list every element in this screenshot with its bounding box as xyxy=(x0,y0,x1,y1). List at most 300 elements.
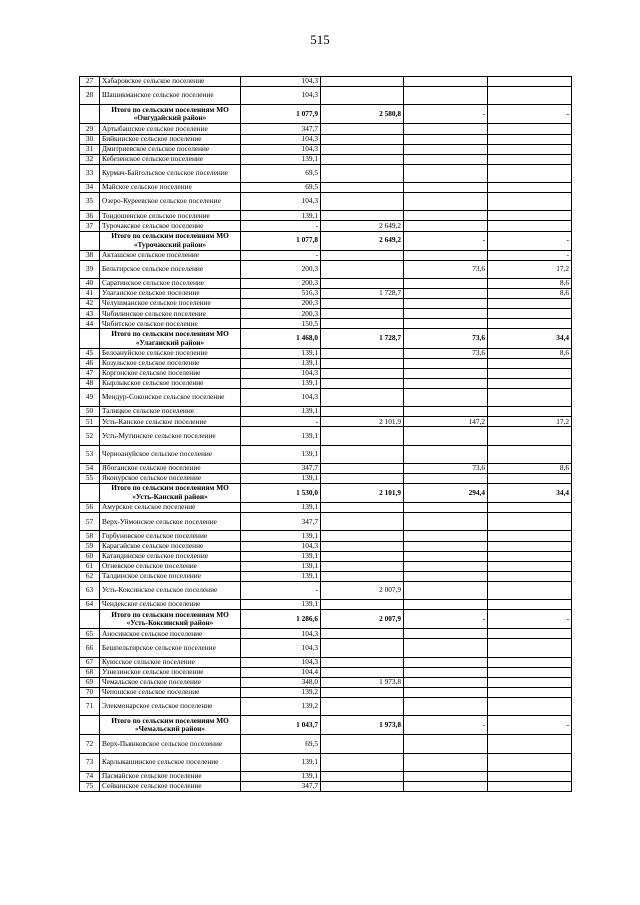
column-1-value-cell: 1 286,6 xyxy=(241,610,321,629)
column-1-value-cell: 1 043,7 xyxy=(241,716,321,735)
column-3-value-cell xyxy=(404,407,488,417)
settlement-name-cell: Чибитское сельское поселение xyxy=(100,319,241,329)
column-1-value-cell: 104,3 xyxy=(241,639,321,657)
column-4-value-cell: - xyxy=(488,610,572,629)
column-2-value-cell: 1 728,7 xyxy=(321,329,404,348)
row-number-cell xyxy=(80,716,100,735)
row-number-cell: 44 xyxy=(80,319,100,329)
column-2-value-cell xyxy=(321,278,404,288)
settlement-name-cell: Озеро-Куреевское сельское поселение xyxy=(100,193,241,211)
table-row xyxy=(80,389,572,407)
table-row xyxy=(80,781,572,791)
settlement-name-cell: Пасмайское сельское поселение xyxy=(100,771,241,781)
column-2-value-cell xyxy=(321,183,404,193)
column-3-value-cell xyxy=(404,144,488,154)
column-1-value-cell: - xyxy=(241,250,321,260)
settlement-name-cell: Ябоганское сельское поселение xyxy=(100,463,241,473)
row-number-cell: 40 xyxy=(80,278,100,288)
table-row xyxy=(80,164,572,182)
row-number-cell: 72 xyxy=(80,735,100,753)
column-4-value-cell: 34,4 xyxy=(488,483,572,502)
column-3-value-cell xyxy=(404,541,488,551)
table-row xyxy=(80,551,572,561)
settlement-name-cell: Хабаровское сельское поселение xyxy=(100,77,241,87)
column-2-value-cell xyxy=(321,667,404,677)
column-2-value-cell: 1 728,7 xyxy=(321,289,404,299)
settlement-name-cell: Талицкое сельское поселение xyxy=(100,407,241,417)
allocation-table xyxy=(79,76,572,792)
column-4-value-cell xyxy=(488,541,572,551)
table-body xyxy=(80,77,572,792)
table-row xyxy=(80,378,572,388)
column-2-value-cell: 2 007,9 xyxy=(321,581,404,599)
column-2-value-cell xyxy=(321,445,404,463)
column-1-value-cell: 69,5 xyxy=(241,164,321,182)
column-1-value-cell: 104,3 xyxy=(241,541,321,551)
column-2-value-cell xyxy=(321,571,404,581)
settlement-name-cell: Мендур-Соконское сельское поселение xyxy=(100,389,241,407)
column-4-value-cell xyxy=(488,378,572,388)
row-number-cell: 30 xyxy=(80,134,100,144)
row-number-cell: 32 xyxy=(80,154,100,164)
column-4-value-cell xyxy=(488,154,572,164)
column-1-value-cell: 104,3 xyxy=(241,629,321,639)
row-number-cell: 63 xyxy=(80,581,100,599)
table-row xyxy=(80,221,572,231)
row-number-cell: 55 xyxy=(80,473,100,483)
column-3-value-cell xyxy=(404,551,488,561)
column-2-value-cell xyxy=(321,600,404,610)
table-row xyxy=(80,193,572,211)
column-1-value-cell: 104,3 xyxy=(241,389,321,407)
settlement-name-cell: Итого по сельским поселениям МО «Турочакский район» xyxy=(100,231,241,250)
column-2-value-cell xyxy=(321,211,404,221)
column-2-value-cell xyxy=(321,134,404,144)
total-row xyxy=(80,483,572,502)
row-number-cell: 64 xyxy=(80,600,100,610)
column-4-value-cell: 8,6 xyxy=(488,463,572,473)
column-4-value-cell xyxy=(488,657,572,667)
column-4-value-cell xyxy=(488,427,572,445)
table-row xyxy=(80,348,572,358)
column-3-value-cell xyxy=(404,677,488,687)
row-number-cell: 66 xyxy=(80,639,100,657)
column-3-value-cell xyxy=(404,735,488,753)
settlement-name-cell: Черноануйское сельское поселение xyxy=(100,445,241,463)
settlement-name-cell: Амурское сельское поселение xyxy=(100,503,241,513)
column-3-value-cell xyxy=(404,581,488,599)
table-row xyxy=(80,144,572,154)
settlement-name-cell: Коргонское сельское поселение xyxy=(100,368,241,378)
column-2-value-cell: 2 101,9 xyxy=(321,483,404,502)
settlement-name-cell: Акташское сельское поселение xyxy=(100,250,241,260)
table-row xyxy=(80,571,572,581)
column-1-value-cell: 1 468,0 xyxy=(241,329,321,348)
column-2-value-cell: 2 649,2 xyxy=(321,231,404,250)
column-2-value-cell xyxy=(321,541,404,551)
row-number-cell: 54 xyxy=(80,463,100,473)
column-4-value-cell xyxy=(488,698,572,716)
table-row xyxy=(80,183,572,193)
column-4-value-cell xyxy=(488,389,572,407)
column-4-value-cell xyxy=(488,639,572,657)
table-row xyxy=(80,407,572,417)
settlement-name-cell: Тондошенское сельское поселение xyxy=(100,211,241,221)
column-2-value-cell xyxy=(321,144,404,154)
column-1-value-cell: - xyxy=(241,581,321,599)
column-2-value-cell xyxy=(321,319,404,329)
table-row xyxy=(80,639,572,657)
column-3-value-cell xyxy=(404,781,488,791)
row-number-cell: 59 xyxy=(80,541,100,551)
column-3-value-cell xyxy=(404,600,488,610)
settlement-name-cell: Карлыкашинское сельское поселение xyxy=(100,753,241,771)
settlement-name-cell: Саратинское сельское поселение xyxy=(100,278,241,288)
column-1-value-cell: 139,1 xyxy=(241,154,321,164)
column-3-value-cell xyxy=(404,183,488,193)
settlement-name-cell: Узнезинское сельское поселение xyxy=(100,667,241,677)
column-2-value-cell: 2 101,9 xyxy=(321,417,404,427)
total-row xyxy=(80,105,572,124)
column-3-value-cell xyxy=(404,639,488,657)
column-4-value-cell: 8,6 xyxy=(488,348,572,358)
column-4-value-cell xyxy=(488,193,572,211)
column-3-value-cell xyxy=(404,250,488,260)
row-number-cell: 61 xyxy=(80,561,100,571)
column-1-value-cell: 139,1 xyxy=(241,445,321,463)
column-4-value-cell xyxy=(488,551,572,561)
row-number-cell: 34 xyxy=(80,183,100,193)
row-number-cell: 60 xyxy=(80,551,100,561)
column-1-value-cell: 104,4 xyxy=(241,667,321,677)
column-2-value-cell xyxy=(321,657,404,667)
column-3-value-cell xyxy=(404,368,488,378)
settlement-name-cell: Талдинское сельское поселение xyxy=(100,571,241,581)
table-row xyxy=(80,250,572,260)
column-4-value-cell xyxy=(488,77,572,87)
column-3-value-cell xyxy=(404,561,488,571)
column-3-value-cell xyxy=(404,299,488,309)
column-4-value-cell xyxy=(488,581,572,599)
row-number-cell: 49 xyxy=(80,389,100,407)
column-2-value-cell: 1 973,8 xyxy=(321,677,404,687)
column-1-value-cell: 150,5 xyxy=(241,319,321,329)
column-2-value-cell xyxy=(321,771,404,781)
row-number-cell: 41 xyxy=(80,289,100,299)
table-row xyxy=(80,677,572,687)
column-1-value-cell: 139,2 xyxy=(241,698,321,716)
table-row xyxy=(80,657,572,667)
column-1-value-cell: 347,7 xyxy=(241,513,321,531)
row-number-cell: 38 xyxy=(80,250,100,260)
column-1-value-cell: 139,1 xyxy=(241,600,321,610)
settlement-name-cell: Итого по сельским поселениям МО «Онгудайский район» xyxy=(100,105,241,124)
row-number-cell: 42 xyxy=(80,299,100,309)
row-number-cell: 35 xyxy=(80,193,100,211)
column-4-value-cell xyxy=(488,503,572,513)
settlement-name-cell: Чепошское сельское поселение xyxy=(100,687,241,697)
column-1-value-cell: 139,1 xyxy=(241,561,321,571)
column-2-value-cell xyxy=(321,629,404,639)
table-row xyxy=(80,753,572,771)
settlement-name-cell: Куюсское сельское поселение xyxy=(100,657,241,667)
table-row xyxy=(80,541,572,551)
row-number-cell: 67 xyxy=(80,657,100,667)
column-4-value-cell xyxy=(488,87,572,105)
row-number-cell: 73 xyxy=(80,753,100,771)
column-2-value-cell xyxy=(321,639,404,657)
row-number-cell: 52 xyxy=(80,427,100,445)
column-1-value-cell: 348,0 xyxy=(241,677,321,687)
column-2-value-cell xyxy=(321,389,404,407)
column-4-value-cell: 17,2 xyxy=(488,260,572,278)
column-2-value-cell xyxy=(321,463,404,473)
column-2-value-cell xyxy=(321,124,404,134)
column-4-value-cell: 8,6 xyxy=(488,289,572,299)
column-3-value-cell xyxy=(404,473,488,483)
column-3-value-cell: 147,2 xyxy=(404,417,488,427)
column-2-value-cell xyxy=(321,358,404,368)
settlement-name-cell: Курмач-Байгольское сельское поселение xyxy=(100,164,241,182)
column-2-value-cell: 2 649,2 xyxy=(321,221,404,231)
column-4-value-cell: 34,4 xyxy=(488,329,572,348)
column-2-value-cell: 2 580,8 xyxy=(321,105,404,124)
column-4-value-cell xyxy=(488,309,572,319)
settlement-name-cell: Сейкинское сельское поселение xyxy=(100,781,241,791)
column-3-value-cell xyxy=(404,503,488,513)
settlement-name-cell: Шашикманское сельское поселение xyxy=(100,87,241,105)
column-2-value-cell xyxy=(321,473,404,483)
column-3-value-cell xyxy=(404,389,488,407)
column-3-value-cell xyxy=(404,77,488,87)
column-4-value-cell xyxy=(488,561,572,571)
settlement-name-cell: Чибилинское сельское поселение xyxy=(100,309,241,319)
column-3-value-cell xyxy=(404,513,488,531)
column-2-value-cell xyxy=(321,561,404,571)
column-3-value-cell xyxy=(404,134,488,144)
table-row xyxy=(80,503,572,513)
column-3-value-cell xyxy=(404,87,488,105)
column-2-value-cell xyxy=(321,77,404,87)
column-2-value-cell xyxy=(321,378,404,388)
column-1-value-cell: 104,3 xyxy=(241,134,321,144)
settlement-name-cell: Огневское сельское поселение xyxy=(100,561,241,571)
total-row xyxy=(80,716,572,735)
column-3-value-cell: 73,6 xyxy=(404,260,488,278)
column-1-value-cell: 139,1 xyxy=(241,503,321,513)
settlement-name-cell: Бийкинское сельское поселение xyxy=(100,134,241,144)
column-2-value-cell xyxy=(321,753,404,771)
column-3-value-cell: - xyxy=(404,716,488,735)
column-4-value-cell xyxy=(488,600,572,610)
row-number-cell: 58 xyxy=(80,531,100,541)
column-1-value-cell: 200,3 xyxy=(241,260,321,278)
settlement-name-cell: Итого по сельским поселениям МО «Чемальский район» xyxy=(100,716,241,735)
column-2-value-cell xyxy=(321,260,404,278)
column-3-value-cell xyxy=(404,531,488,541)
table-row xyxy=(80,771,572,781)
column-4-value-cell: - xyxy=(488,716,572,735)
column-1-value-cell: 1 077,8 xyxy=(241,231,321,250)
total-row xyxy=(80,610,572,629)
column-1-value-cell: 347,7 xyxy=(241,463,321,473)
column-1-value-cell: 104,3 xyxy=(241,193,321,211)
settlement-name-cell: Бешпельтирское сельское поселение xyxy=(100,639,241,657)
column-2-value-cell xyxy=(321,193,404,211)
column-1-value-cell: 1 077,9 xyxy=(241,105,321,124)
row-number-cell: 68 xyxy=(80,667,100,677)
settlement-name-cell: Челушманское сельское поселение xyxy=(100,299,241,309)
settlement-name-cell: Турочакское сельское поселение xyxy=(100,221,241,231)
row-number-cell xyxy=(80,231,100,250)
column-4-value-cell xyxy=(488,144,572,154)
row-number-cell: 48 xyxy=(80,378,100,388)
column-1-value-cell: - xyxy=(241,417,321,427)
column-4-value-cell xyxy=(488,753,572,771)
column-2-value-cell xyxy=(321,698,404,716)
column-4-value-cell: 17,2 xyxy=(488,417,572,427)
settlement-name-cell: Верх-Уймонское сельское поселение xyxy=(100,513,241,531)
column-3-value-cell xyxy=(404,221,488,231)
row-number-cell: 56 xyxy=(80,503,100,513)
column-2-value-cell xyxy=(321,427,404,445)
column-4-value-cell xyxy=(488,473,572,483)
row-number-cell: 70 xyxy=(80,687,100,697)
column-3-value-cell xyxy=(404,193,488,211)
row-number-cell: 46 xyxy=(80,358,100,368)
table-row xyxy=(80,124,572,134)
settlement-name-cell: Артыбашское сельское поселение xyxy=(100,124,241,134)
column-3-value-cell: 73,6 xyxy=(404,348,488,358)
column-4-value-cell xyxy=(488,368,572,378)
row-number-cell: 51 xyxy=(80,417,100,427)
row-number-cell: 71 xyxy=(80,698,100,716)
column-3-value-cell: 294,4 xyxy=(404,483,488,502)
row-number-cell xyxy=(80,329,100,348)
row-number-cell: 29 xyxy=(80,124,100,134)
table-row xyxy=(80,629,572,639)
column-2-value-cell xyxy=(321,309,404,319)
column-1-value-cell: 104,3 xyxy=(241,77,321,87)
column-1-value-cell: - xyxy=(241,221,321,231)
column-1-value-cell: 1 530,0 xyxy=(241,483,321,502)
row-number-cell: 74 xyxy=(80,771,100,781)
column-3-value-cell xyxy=(404,445,488,463)
column-4-value-cell xyxy=(488,183,572,193)
row-number-cell: 39 xyxy=(80,260,100,278)
column-4-value-cell xyxy=(488,771,572,781)
page-number: 515 xyxy=(310,32,330,47)
column-3-value-cell xyxy=(404,358,488,368)
column-2-value-cell xyxy=(321,299,404,309)
settlement-name-cell: Верх-Пьянковское сельское поселение xyxy=(100,735,241,753)
column-2-value-cell xyxy=(321,368,404,378)
column-4-value-cell xyxy=(488,358,572,368)
settlement-name-cell: Чендекское сельское поселение xyxy=(100,600,241,610)
table-row xyxy=(80,134,572,144)
table-row xyxy=(80,278,572,288)
column-2-value-cell xyxy=(321,781,404,791)
row-number-cell: 47 xyxy=(80,368,100,378)
table-row xyxy=(80,260,572,278)
settlement-name-cell: Майское сельское поселение xyxy=(100,183,241,193)
column-4-value-cell xyxy=(488,164,572,182)
column-3-value-cell xyxy=(404,164,488,182)
column-2-value-cell xyxy=(321,503,404,513)
table-row xyxy=(80,600,572,610)
settlement-name-cell: Катандинское сельское поселение xyxy=(100,551,241,561)
column-2-value-cell xyxy=(321,348,404,358)
row-number-cell: 53 xyxy=(80,445,100,463)
table-row xyxy=(80,77,572,87)
column-2-value-cell xyxy=(321,154,404,164)
column-2-value-cell xyxy=(321,687,404,697)
row-number-cell: 43 xyxy=(80,309,100,319)
settlement-name-cell: Усть-Канское сельское поселение xyxy=(100,417,241,427)
column-4-value-cell xyxy=(488,445,572,463)
column-1-value-cell: 139,1 xyxy=(241,348,321,358)
settlement-name-cell: Карагайское сельское поселение xyxy=(100,541,241,551)
row-number-cell xyxy=(80,483,100,502)
column-1-value-cell: 69,5 xyxy=(241,183,321,193)
column-2-value-cell: 2 007,9 xyxy=(321,610,404,629)
column-4-value-cell xyxy=(488,221,572,231)
column-3-value-cell xyxy=(404,687,488,697)
settlement-name-cell: Усть-Мутинское сельское поселение xyxy=(100,427,241,445)
column-2-value-cell xyxy=(321,531,404,541)
column-3-value-cell xyxy=(404,154,488,164)
column-1-value-cell: 516,3 xyxy=(241,289,321,299)
column-1-value-cell: 200,3 xyxy=(241,278,321,288)
settlement-name-cell: Итого по сельским поселениям МО «Улаганский район» xyxy=(100,329,241,348)
settlement-name-cell: Улаганское сельское поселение xyxy=(100,289,241,299)
table-row xyxy=(80,698,572,716)
column-3-value-cell xyxy=(404,629,488,639)
column-3-value-cell xyxy=(404,211,488,221)
column-1-value-cell: 347,7 xyxy=(241,781,321,791)
column-4-value-cell xyxy=(488,513,572,531)
settlement-name-cell: Усть-Коксинское сельское поселение xyxy=(100,581,241,599)
column-3-value-cell: 73,6 xyxy=(404,329,488,348)
table-row xyxy=(80,368,572,378)
settlement-name-cell: Козульское сельское поселение xyxy=(100,358,241,368)
table-row xyxy=(80,87,572,105)
column-3-value-cell xyxy=(404,427,488,445)
column-4-value-cell: - xyxy=(488,105,572,124)
column-4-value-cell xyxy=(488,571,572,581)
row-number-cell: 36 xyxy=(80,211,100,221)
column-2-value-cell xyxy=(321,164,404,182)
column-1-value-cell: 139,1 xyxy=(241,551,321,561)
column-1-value-cell: 104,3 xyxy=(241,87,321,105)
column-3-value-cell xyxy=(404,698,488,716)
column-3-value-cell xyxy=(404,278,488,288)
column-3-value-cell xyxy=(404,667,488,677)
settlement-name-cell: Итого по сельским поселениям МО «Усть-Канский район» xyxy=(100,483,241,502)
settlement-name-cell: Элекмонарское сельское поселение xyxy=(100,698,241,716)
column-1-value-cell: 139,1 xyxy=(241,771,321,781)
column-4-value-cell xyxy=(488,677,572,687)
column-2-value-cell xyxy=(321,250,404,260)
column-3-value-cell xyxy=(404,657,488,667)
column-4-value-cell xyxy=(488,687,572,697)
table-row xyxy=(80,358,572,368)
settlement-name-cell: Яконурское сельское поселение xyxy=(100,473,241,483)
settlement-name-cell: Горбуновское сельское поселение xyxy=(100,531,241,541)
column-3-value-cell: - xyxy=(404,610,488,629)
column-1-value-cell: 200,3 xyxy=(241,309,321,319)
column-4-value-cell xyxy=(488,735,572,753)
